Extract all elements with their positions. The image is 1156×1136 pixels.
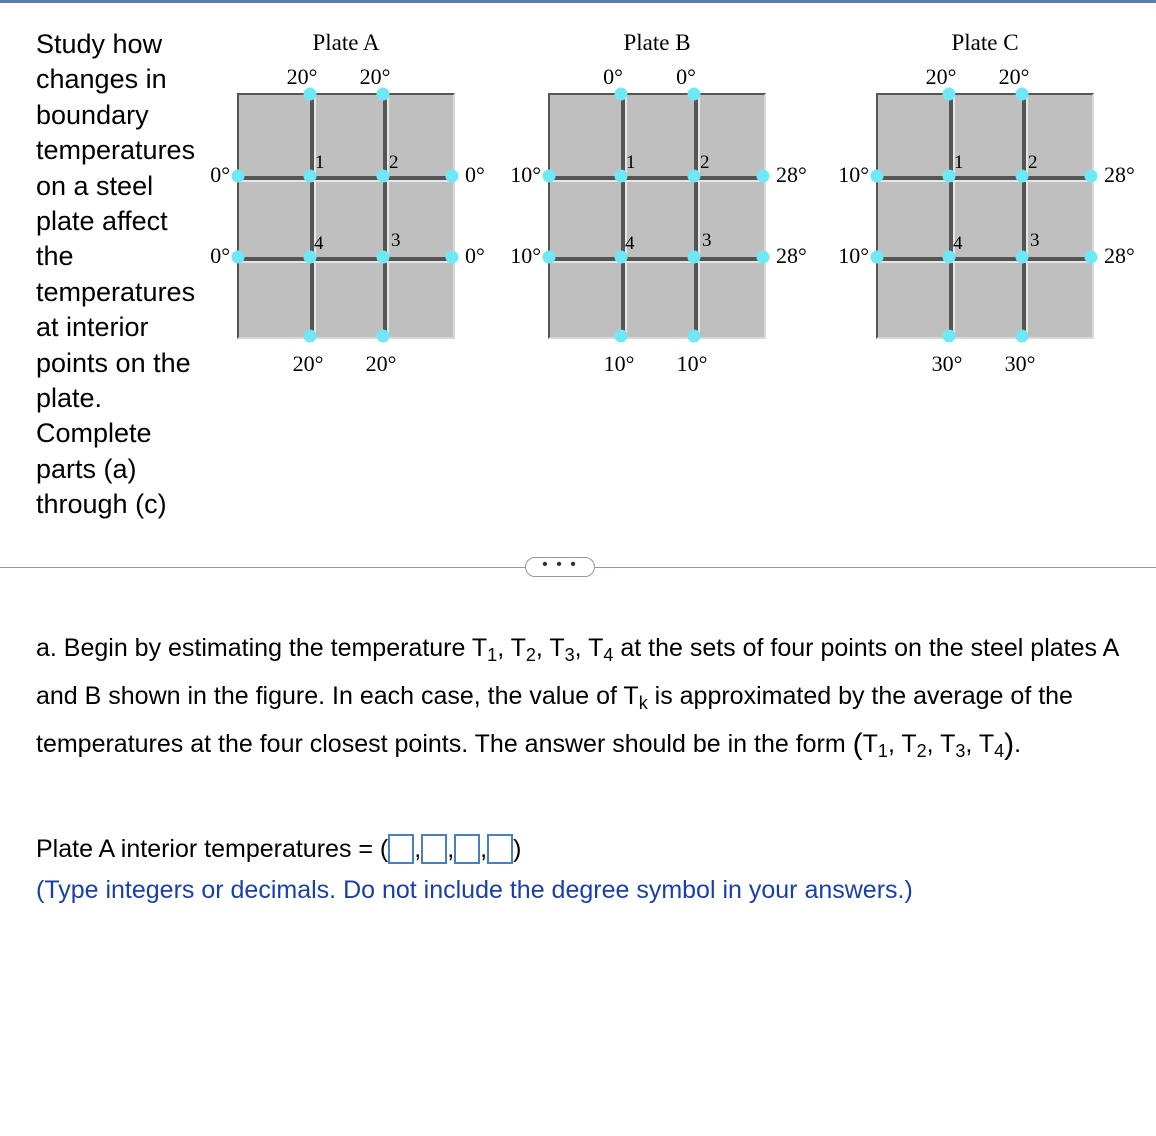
plate-a-top-temp: 20° — [359, 64, 391, 89]
boundary-point-right — [1085, 170, 1098, 183]
grid-line — [621, 95, 627, 337]
expand-more-button[interactable]: • • • — [525, 557, 595, 577]
answer-input-t4[interactable] — [487, 834, 513, 864]
answer-input-t2[interactable] — [421, 834, 447, 864]
boundary-point-bottom — [615, 330, 628, 343]
plate-b-bottom-temp: 10° — [603, 351, 635, 376]
plate-c-left-temp: 10° — [838, 162, 869, 187]
boundary-point-right — [446, 251, 459, 264]
plate-b-right-temp: 28° — [776, 243, 807, 268]
boundary-point-left — [871, 251, 884, 264]
point-label: 1 — [626, 152, 636, 173]
answer-input-t1[interactable] — [388, 834, 414, 864]
point-label: 4 — [953, 233, 963, 254]
point-label: 3 — [702, 230, 712, 251]
interior-point — [688, 251, 701, 264]
plate-b-right-temp: 28° — [776, 162, 807, 187]
plate-c-title: Plate C — [951, 30, 1019, 55]
point-label: 3 — [1030, 230, 1040, 251]
boundary-point-left — [543, 251, 556, 264]
answer-input-t3[interactable] — [454, 834, 480, 864]
plate-a-left-temp: 0° — [210, 162, 230, 187]
boundary-point-bottom — [1016, 330, 1029, 343]
plate-c-top-temp: 20° — [925, 64, 957, 89]
intro-line: parts (a) — [36, 453, 137, 484]
answer-separator: , — [414, 835, 422, 863]
interior-point — [1016, 251, 1029, 264]
boundary-point-right — [446, 170, 459, 183]
plate-c-grid — [876, 93, 1094, 339]
plate-c-bottom-temp: 30° — [1004, 351, 1036, 376]
boundary-point-left — [543, 170, 556, 183]
point-label: 2 — [700, 152, 710, 173]
intro-line: temperatures — [36, 276, 196, 307]
grid-line — [694, 95, 700, 337]
point-label: 2 — [389, 152, 399, 173]
plate-b-left-temp: 10° — [510, 162, 541, 187]
boundary-point-left — [232, 170, 245, 183]
plate-a-bottom-temp: 20° — [365, 351, 397, 376]
point-label: 4 — [625, 233, 635, 254]
boundary-point-bottom — [304, 330, 317, 343]
intro-line: changes in — [36, 64, 167, 95]
plate-a-bottom-temp: 20° — [292, 351, 324, 376]
grid-line — [878, 257, 1092, 263]
interior-point — [377, 170, 390, 183]
plate-c-right-temp: 28° — [1104, 243, 1135, 268]
intro-line: Study how — [36, 29, 163, 59]
plate-b-bottom-temp: 10° — [676, 351, 708, 376]
plate-b-top-temp: 0° — [676, 64, 696, 89]
plate-b-top-temp: 0° — [603, 64, 623, 89]
plate-a-top-temp: 20° — [286, 64, 318, 89]
boundary-point-bottom — [377, 330, 390, 343]
plate-c-top-temp: 20° — [998, 64, 1030, 89]
intro-line: the — [36, 241, 74, 272]
intro-line: on a steel — [36, 170, 154, 201]
plate-a-grid — [237, 93, 455, 339]
intro-line: plate affect — [36, 206, 168, 237]
plate-b-grid — [548, 93, 766, 339]
grid-line — [550, 257, 764, 263]
grid-line — [949, 95, 955, 337]
boundary-point-left — [871, 170, 884, 183]
intro-line: temperatures — [36, 135, 196, 166]
plate-a-right-temp: 0° — [465, 162, 485, 187]
interior-point — [1016, 170, 1029, 183]
answer-close-paren: ) — [513, 835, 522, 863]
grid-line — [878, 176, 1092, 182]
boundary-point-left — [232, 251, 245, 264]
plates-figure — [0, 0, 1156, 540]
plate-a-right-temp: 0° — [465, 243, 485, 268]
plate-c-left-temp: 10° — [838, 243, 869, 268]
point-label: 1 — [954, 152, 964, 173]
answer-hint: (Type integers or decimals. Do not include the degree symbol in your answers.) — [36, 876, 913, 904]
boundary-point-right — [1085, 251, 1098, 264]
plate-b-left-temp: 10° — [510, 243, 541, 268]
plate-b-title: Plate B — [623, 30, 691, 55]
answer-row — [36, 830, 521, 868]
grid-line — [239, 176, 453, 182]
plate-c-bottom-temp: 30° — [931, 351, 963, 376]
grid-line — [239, 257, 453, 263]
point-label: 2 — [1028, 152, 1038, 173]
grid-line — [310, 95, 316, 337]
intro-line: points on the — [36, 347, 191, 378]
intro-line: Complete — [36, 418, 152, 449]
divider-left — [0, 567, 525, 568]
point-label: 4 — [314, 233, 324, 254]
question-a-text: a. Begin by estimating the temperature $T_1$, $T_2$, $T_3$, $T_4$ at the sets of four points on the steel plates A and B shown in the figure. In each case, the value of $T_k$ is approximated by the average of the temperatures at the four closest points. The answer should be in the form ($T_1$, $T_2$, $T_3$, $T_4$). — [36, 634, 1118, 761]
boundary-point-bottom — [943, 330, 956, 343]
boundary-point-bottom — [688, 330, 701, 343]
answer-label: Plate A interior temperatures = ( — [36, 835, 389, 863]
divider-right — [595, 567, 1156, 568]
interior-point — [688, 170, 701, 183]
intro-line: boundary — [36, 99, 149, 130]
grid-line — [1022, 95, 1028, 337]
boundary-point-right — [757, 170, 770, 183]
grid-line — [383, 95, 389, 337]
intro-line: through (c) — [36, 489, 167, 520]
intro-line: plate. — [36, 383, 103, 414]
plate-a-title: Plate A — [312, 30, 380, 55]
plate-a-left-temp: 0° — [210, 243, 230, 268]
answer-separator: , — [447, 835, 455, 863]
point-label: 3 — [391, 230, 401, 251]
boundary-point-right — [757, 251, 770, 264]
plate-c-right-temp: 28° — [1104, 162, 1135, 187]
point-label: 1 — [315, 152, 325, 173]
answer-separator: , — [480, 835, 488, 863]
grid-line — [550, 176, 764, 182]
interior-point — [377, 251, 390, 264]
intro-line: at interior — [36, 312, 149, 343]
